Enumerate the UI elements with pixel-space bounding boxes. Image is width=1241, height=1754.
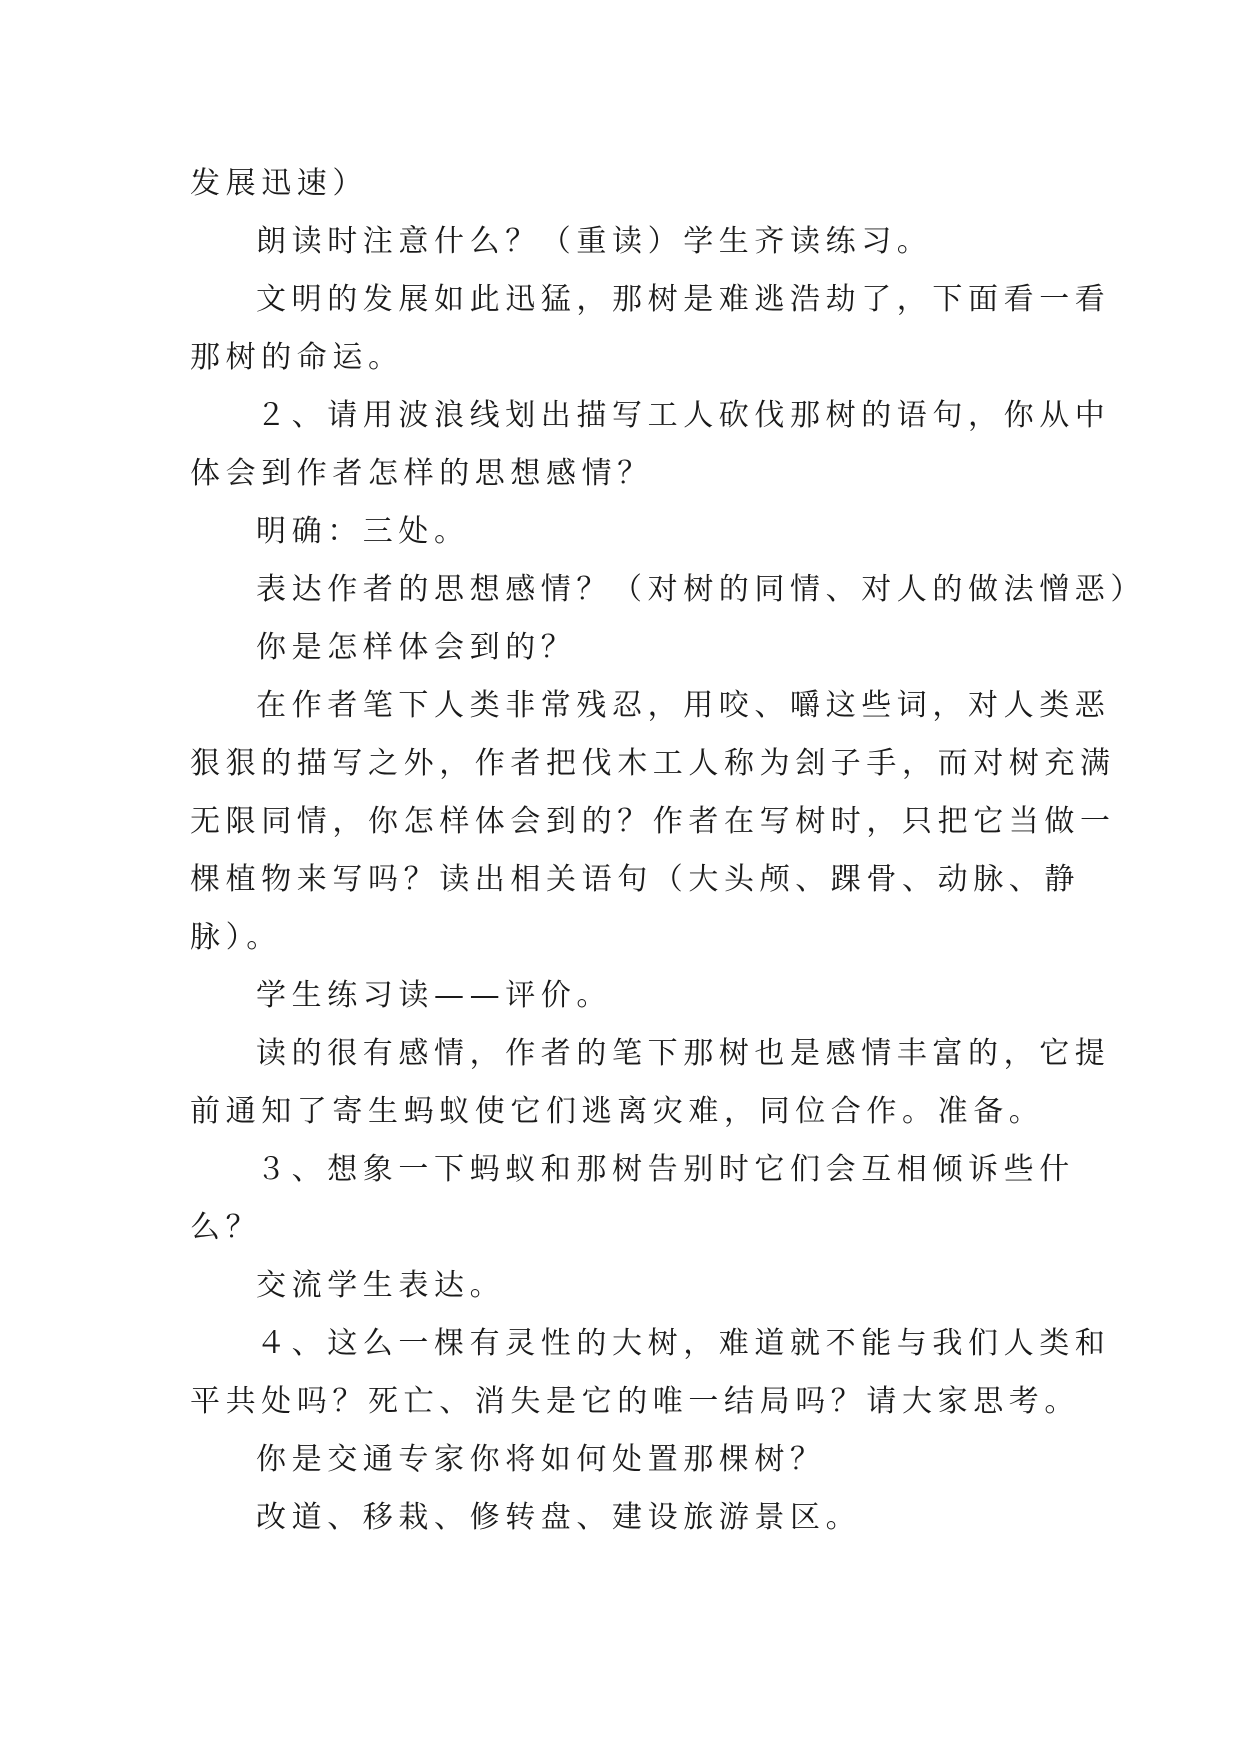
- text-line: 那树的命运。: [190, 340, 404, 375]
- text-line: 发展迅速）: [190, 166, 368, 201]
- text-line: 你是怎样体会到的？: [256, 630, 577, 665]
- text-line: 读的很有感情，作者的笔下那树也是感情丰富的，它提: [256, 1036, 1111, 1071]
- text-line: 表达作者的思想感情？（对树的同情、对人的做法憎恶）: [256, 572, 1146, 607]
- text-line: 改道、移栽、修转盘、建设旅游景区。: [256, 1500, 862, 1535]
- text-line: 狠狠的描写之外，作者把伐木工人称为刽子手，而对树充满: [190, 746, 1116, 781]
- text-line: ３、想象一下蚂蚁和那树告别时它们会互相倾诉些什: [256, 1152, 1075, 1187]
- text-line: 交流学生表达。: [256, 1268, 506, 1303]
- text-line: 前通知了寄生蚂蚁使它们逃离灾难，同位合作。准备。: [190, 1094, 1045, 1129]
- text-line: 平共处吗？死亡、消失是它的唯一结局吗？请大家思考。: [190, 1384, 1080, 1419]
- text-line: 么？: [190, 1210, 262, 1245]
- text-line: 明确：三处。: [256, 514, 470, 549]
- text-line: ２、请用波浪线划出描写工人砍伐那树的语句，你从中: [256, 398, 1111, 433]
- text-line: 学生练习读——评价。: [256, 978, 612, 1013]
- text-line: 朗读时注意什么？（重读）学生齐读练习。: [256, 224, 933, 259]
- text-line: 无限同情，你怎样体会到的？作者在写树时，只把它当做一: [190, 804, 1116, 839]
- text-line: 文明的发展如此迅猛，那树是难逃浩劫了，下面看一看: [256, 282, 1111, 317]
- text-line: 体会到作者怎样的思想感情？: [190, 456, 653, 491]
- text-line: 在作者笔下人类非常残忍，用咬、嚼这些词，对人类恶: [256, 688, 1111, 723]
- text-line: 你是交通专家你将如何处置那棵树？: [256, 1442, 826, 1477]
- text-line: 脉）。: [190, 920, 282, 955]
- text-line: ４、这么一棵有灵性的大树，难道就不能与我们人类和: [256, 1326, 1111, 1361]
- text-line: 棵植物来写吗？读出相关语句（大头颅、踝骨、动脉、静: [190, 862, 1080, 897]
